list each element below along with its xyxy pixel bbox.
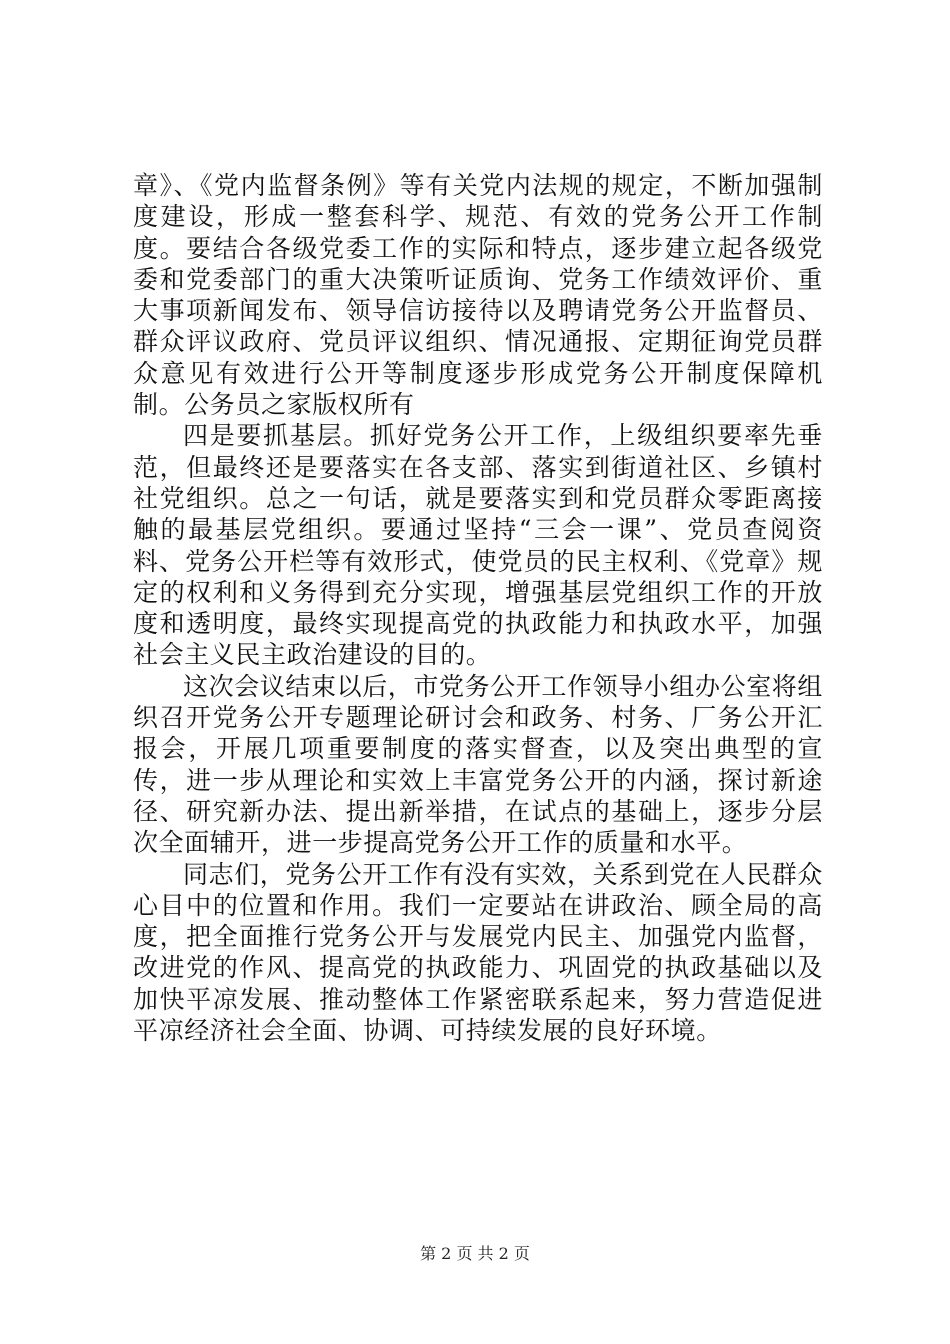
- paragraph-after-meeting: 这次会议结束以后，市党务公开工作领导小组办公室将组织召开党务公开专题理论研讨会和政务、村务、厂务公开汇报会，开展几项重要制度的落实督查，以及突出典型的宣传，进一步从理论和实效上丰富党务公开的内涵，探讨新途径、研究新办法、提出新举措，在试点的基础上，逐步分层次全面辅开，进一步提高党务公开工作的质量和水平。: [133, 671, 824, 858]
- document-body: [133, 170, 823, 1046]
- page-number-footer: 第 2 页 共 2 页: [420, 1244, 530, 1263]
- paragraph-conclusion: 同志们，党务公开工作有没有实效，关系到党在人民群众心目中的位置和作用。我们一定要站在讲政治、顾全局的高度，把全面推行党务公开与发展党内民主、加强党内监督，改进党的作风、提高党的执政能力、巩固党的执政基础以及加快平凉发展、推动整体工作紧密联系起来，努力营造促进平凉经济社会全面、协调、可持续发展的良好环境。: [133, 859, 824, 1046]
- paragraph-continuation: 章》、《党内监督条例》等有关党内法规的规定，不断加强制度建设，形成一整套科学、规范、有效的党务公开工作制度。要结合各级党委工作的实际和特点，逐步建立起各级党委和党委部门的重大决策听证质询、党务工作绩效评价、重大事项新闻发布、领导信访接待以及聘请党务公开监督员、群众评议政府、党员评议组织、情况通报、定期征询党员群众意见有效进行公开等制度逐步形成党务公开制度保障机制。公务员之家版权所有: [133, 171, 823, 420]
- paragraph-grassroots: 四是要抓基层。抓好党务公开工作，上级组织要率先垂范，但最终还是要落实在各支部、落实到街道社区、乡镇村社党组织。总之一句话，就是要落实到和党员群众零距离接触的最基层党组织。要通过坚持“三会一课”、党员查阅资料、党务公开栏等有效形式，使党员的民主权利、《党章》规定的权利和义务得到充分实现，增强基层党组织工作的开放度和透明度，最终实现提高党的执政能力和执政水平，加强社会主义民主政治建设的目的。: [133, 421, 823, 670]
